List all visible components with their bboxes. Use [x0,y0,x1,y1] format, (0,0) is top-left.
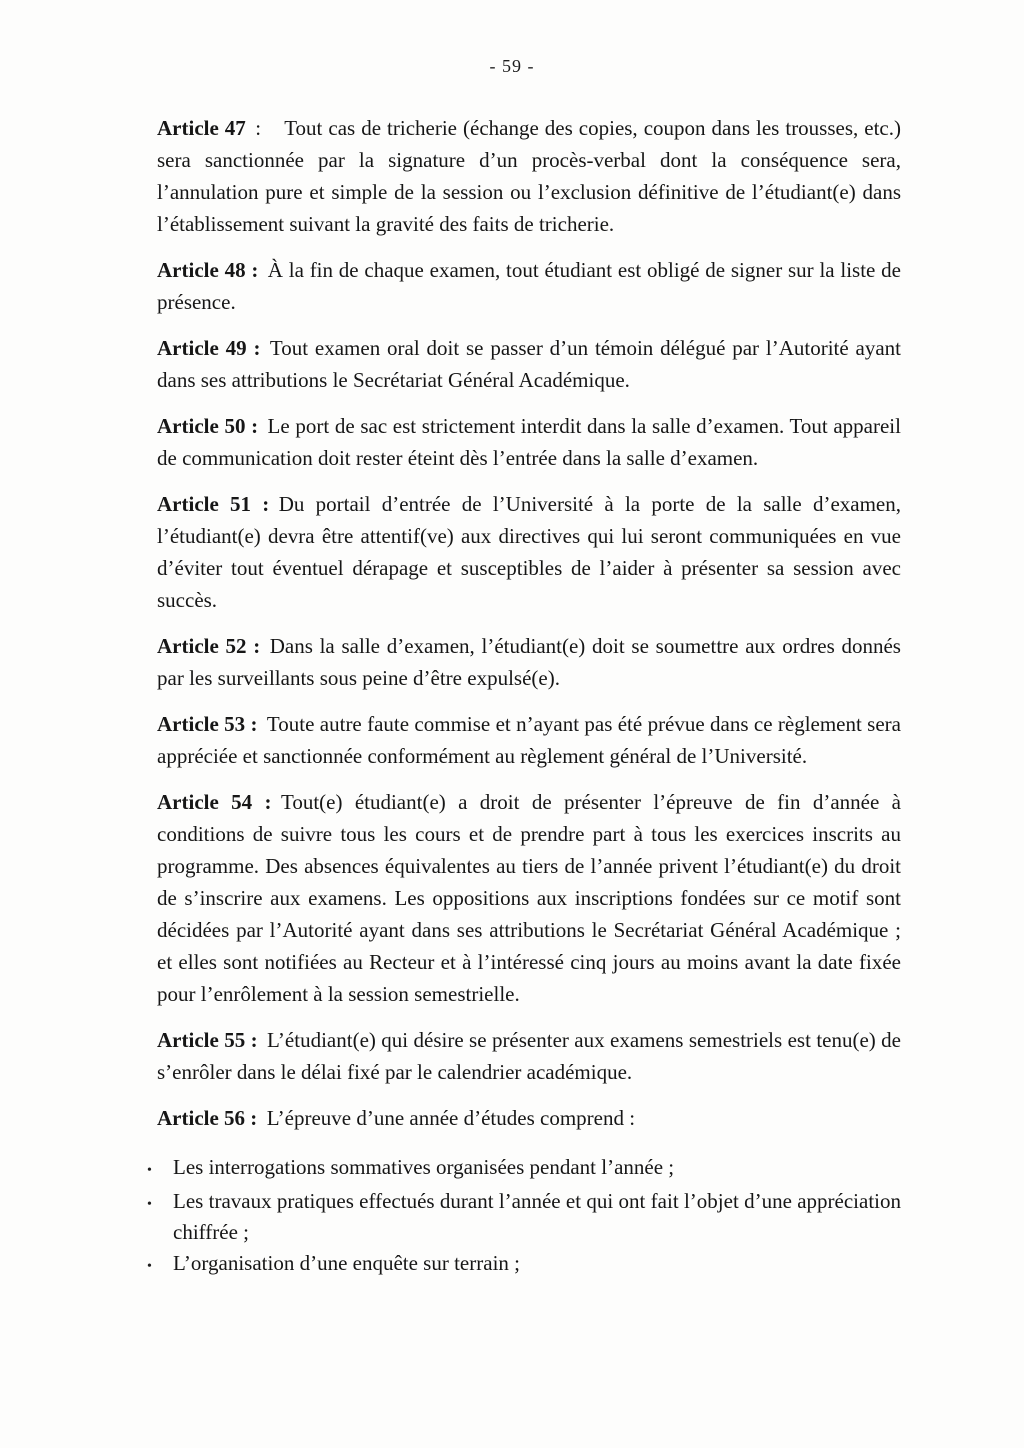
article-51-label: Article 51 : [157,492,270,516]
article-55-label: Article 55 : [157,1028,258,1052]
article-54-label: Article 54 : [157,790,272,814]
list-item [147,1248,901,1282]
article-52-label: Article 52 : [157,634,261,658]
article-49-text: Tout examen oral doit se passer d’un témoin délégué par l’Autorité ayant dans ses attributions le Secrétariat Général Académique. [157,336,901,392]
article-53-paragraph [157,708,901,772]
article-47-separator: : [255,116,262,140]
bullet-text: L’organisation d’une enquête sur terrain ; [173,1251,520,1275]
bullet-icon: • [147,1163,152,1178]
article-47-label: Article 47 [157,116,246,140]
article-51-paragraph [157,488,901,616]
article-49-label: Article 49 : [157,336,261,360]
article-47-paragraph [157,112,901,240]
article-50-paragraph [157,410,901,474]
article-48-paragraph [157,254,901,318]
article-52-text: Dans la salle d’examen, l’étudiant(e) doit se soumettre aux ordres donnés par les surveillants sous peine d’être expulsé(e). [157,634,901,690]
article-53-text: Toute autre faute commise et n’ayant pas été prévue dans ce règlement sera appréciée et sanctionnée conformément au règlement général de l’Université. [157,712,901,768]
article-55-paragraph [157,1024,901,1088]
article-54-text: Tout(e) étudiant(e) a droit de présenter l’épreuve de fin d’année à conditions de suivre tous les cours et de prendre part à tous les exercices inscrits au programme. Des absences équivalentes au tiers de l’année privent l’étudiant(e) du droit de s’inscrire aux examens. Les oppositions aux inscriptions fondées sur ce motif sont décidées par l’Autorité ayant dans ses attributions le Secrétariat Général Académique ; et elles sont notifiées au Recteur et à l’intéressé cinq jours au moins avant la date fixée pour l’enrôlement à la session semestrielle. [157,790,901,1006]
bullet-list [147,1152,901,1282]
bullet-text: Les travaux pratiques effectués durant l’année et qui ont fait l’objet d’une appréciation chiffrée ; [173,1189,901,1244]
article-51-text: Du portail d’entrée de l’Université à la porte de la salle d’examen, l’étudiant(e) devra être attentif(ve) aux directives qui lui seront communiquées en vue d’éviter tout éventuel dérapage et susceptibles de l’aider à présenter sa session avec succès. [157,492,901,612]
article-56-text: L’épreuve d’une année d’études comprend : [266,1106,636,1130]
article-52-paragraph [157,630,901,694]
article-47-text: Tout cas de tricherie (échange des copies, coupon dans les trousses, etc.) sera sanctionnée par la signature d’un procès-verbal dont la conséquence sera, l’annulation pure et simple de la session ou l’exclusion définitive de l’étudiant(e) dans l’établissement suivant la gravité des faits de tricherie. [157,116,902,236]
list-item [147,1186,901,1248]
bullet-icon: • [147,1197,152,1212]
article-56-label: Article 56 : [157,1106,258,1130]
article-54-paragraph [157,786,901,1010]
bullet-icon: • [147,1259,152,1274]
article-48-text: À la fin de chaque examen, tout étudiant est obligé de signer sur la liste de présence. [157,258,901,314]
bullet-text: Les interrogations sommatives organisées pendant l’année ; [173,1155,675,1179]
list-item [147,1152,901,1186]
page-content [147,112,902,1282]
article-55-text: L’étudiant(e) qui désire se présenter aux examens semestriels est tenu(e) de s’enrôler dans le délai fixé par le calendrier académique. [157,1028,901,1084]
article-56-paragraph [157,1102,901,1134]
article-53-label: Article 53 : [157,712,258,736]
article-49-paragraph [157,332,901,396]
article-50-label: Article 50 : [157,414,259,438]
article-48-label: Article 48 : [157,258,259,282]
page-number: - 59 - [489,56,535,76]
article-50-text: Le port de sac est strictement interdit dans la salle d’examen. Tout appareil de communication doit rester éteint dès l’entrée dans la salle d’examen. [157,414,901,470]
